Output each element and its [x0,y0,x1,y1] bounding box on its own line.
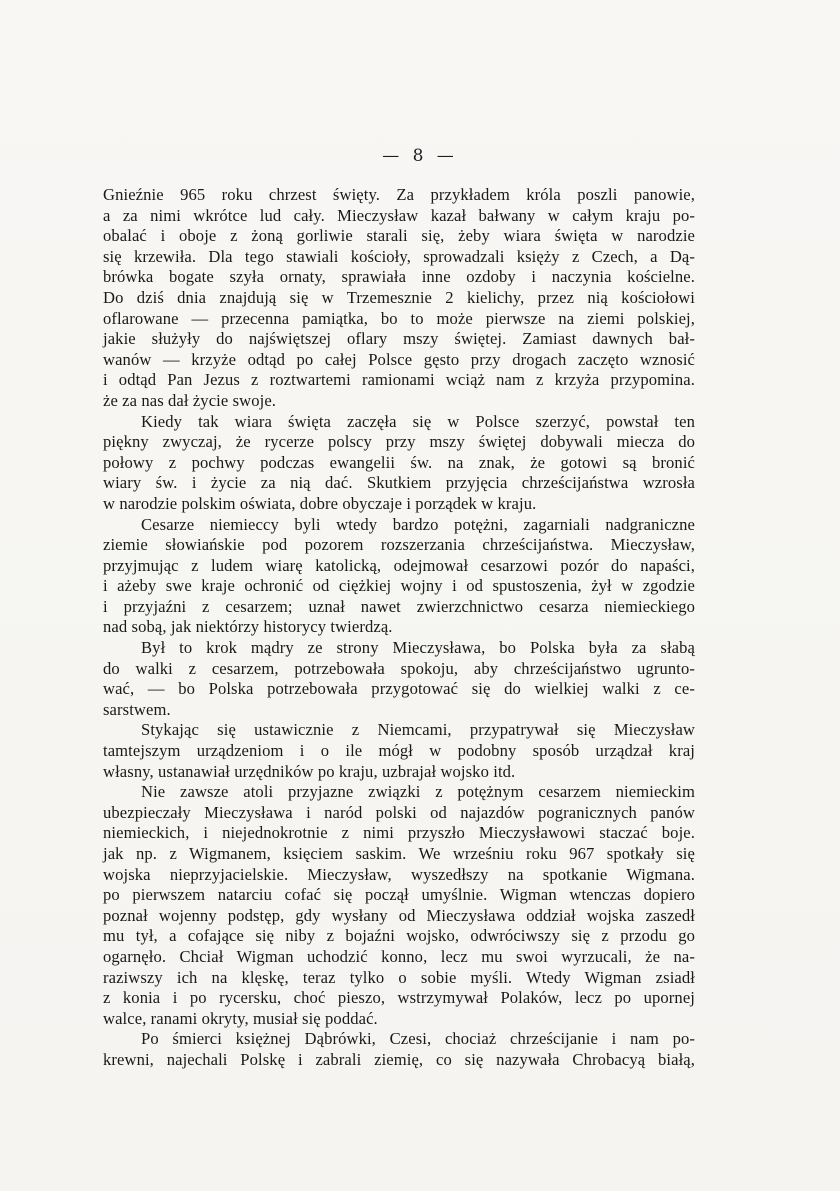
text-line: że za nas dał życie swoje. [103,390,277,410]
paragraph-4 [103,638,695,720]
paragraph-6 [103,782,695,1029]
paragraph-1 [103,185,695,412]
paragraph-5 [103,720,695,782]
text-line: sarstwem. [103,699,171,719]
text-line: raziwszy ich na klęskę, teraz tylko o sobie myśli. Wtedy Wigman zsiadł [103,967,695,987]
text-line: brówka bogate szyła ornaty, sprawiała inne ozdoby i naczynia kościelne. [103,267,695,287]
text-line: w narodzie polskim oświata, dobre obyczaje i porządek w kraju. [103,493,537,513]
text-line: Po śmierci księżnej Dąbrówki, Czesi, chociaż chrześcijanie i nam po- [141,1029,695,1049]
text-line: Cesarze niemieccy byli wtedy bardzo potężni, zagarniali nadgraniczne [141,514,695,534]
text-line: wojska nieprzyjacielskie. Mieczysław, wyszedłszy na spotkanie Wigmana. [103,864,695,884]
text-line: wiary św. i życie za nią dać. Skutkiem przyjęcia chrześcijaństwa wzrosła [103,473,695,493]
text-line: Do dziś dnia znajdują się w Trzemesznie 2 kielichy, przez nią kościołowi [103,287,695,307]
text-line: po pierwszem natarciu cofać się począł umyślnie. Wigman wtenczas dopiero [103,885,695,905]
paragraph-2 [103,412,695,515]
text-line: i ażeby swe kraje ochronić od ciężkiej wojny i od spustoszenia, żył w zgodzie [103,576,695,596]
body-text [103,185,695,1071]
page-number: — 8 — [382,146,458,166]
text-line: i przyjaźni z cesarzem; uznał nawet zwierzchnictwo cesarza niemieckiego [103,596,695,616]
text-line: Był to krok mądry ze strony Mieczysława, bo Polska była za słabą [141,638,695,658]
text-line: własny, ustanawiał urzędników po kraju, uzbrajał wojsko itd. [103,761,516,781]
text-line: wać, — bo Polska potrzebowała przygotować się do wielkiej walki z ce- [103,679,695,699]
text-line: walce, ranami okryty, musiał się poddać. [103,1008,378,1028]
text-line: do walki z cesarzem, potrzebowała spokoju, aby chrześcijaństwo ugrunto- [103,658,695,678]
text-line: Nie zawsze atoli przyjazne związki z potężnym cesarzem niemieckim [141,782,695,802]
text-line: piękny zwyczaj, że rycerze polscy przy mszy świętej dobywali miecza do [103,432,695,452]
text-line: z konia i po rycersku, choć pieszo, wstrzymywał Polaków, lecz po upornej [103,988,695,1008]
text-line: ogarnęło. Chciał Wigman uchodzić konno, lecz mu swoi wyrzucali, że na- [103,946,695,966]
text-line: mu tył, a cofające się niby z bojaźni wojsko, odwróciwszy się z przodu go [103,926,695,946]
paragraph-7 [103,1029,695,1070]
text-line: krewni, najechali Polskę i zabrali ziemię, co się nazywała Chrobacyą białą, [103,1049,695,1069]
text-line: jakie służyły do najświętszej oflary mszy świętej. Zamiast dawnych bał- [103,329,695,349]
text-line: niemieckich, i niejednokrotnie z nimi przyszło Mieczysławowi staczać boje. [103,823,695,843]
text-line: tamtejszym urządzeniom i o ile mógł w podobny sposób urządzał kraj [103,741,695,761]
text-line: nad sobą, jak niektórzy historycy twierdzą. [103,617,393,637]
text-line: poznał wojenny podstęp, gdy wysłany od Mieczysława oddział wojska zaszedł [103,905,695,925]
text-line: Stykając się ustawicznie z Niemcami, przypatrywał się Mieczysław [141,720,695,740]
text-line: ziemie słowiańskie pod pozorem rozszerzania chrześcijaństwa. Mieczysław, [103,535,695,555]
text-line: wanów — krzyże odtąd po całej Polsce gęsto przy drogach zaczęto wznosić [103,349,695,369]
paragraph-3 [103,515,695,639]
text-line: oflarowane — przecenna pamiątka, bo to może pierwsze na ziemi polskiej, [103,308,695,328]
text-line: a za nimi wkrótce lud cały. Mieczysław kazał bałwany w całym kraju po- [103,205,695,225]
text-line: i odtąd Pan Jezus z roztwartemi ramionami wciąż nam z krzyża przypomina. [103,370,695,390]
text-line: obalać i oboje z żoną gorliwie starali się, żeby wiara święta w narodzie [103,226,695,246]
text-line: się krzewiła. Dla tego stawiali kościoły, sprowadzali księży z Czech, a Dą- [103,246,695,266]
text-line: Gnieźnie 965 roku chrzest święty. Za przykładem króla poszli panowie, [103,185,695,204]
text-line: Kiedy tak wiara święta zaczęła się w Polsce szerzyć, powstał ten [141,411,695,431]
text-line: jak np. z Wigmanem, księciem saskim. We wrześniu roku 967 spotkały się [103,844,695,863]
text-line: ubezpieczały Mieczysława i naród polski od najazdów pogranicznych panów [103,802,695,822]
text-line: połowy z pochwy podczas ewangelii św. na znak, że gotowi są bronić [103,452,695,472]
text-line: przyjmując z ludem wiarę katolicką, odejmował cesarzowi pozór do napaści, [103,555,695,575]
